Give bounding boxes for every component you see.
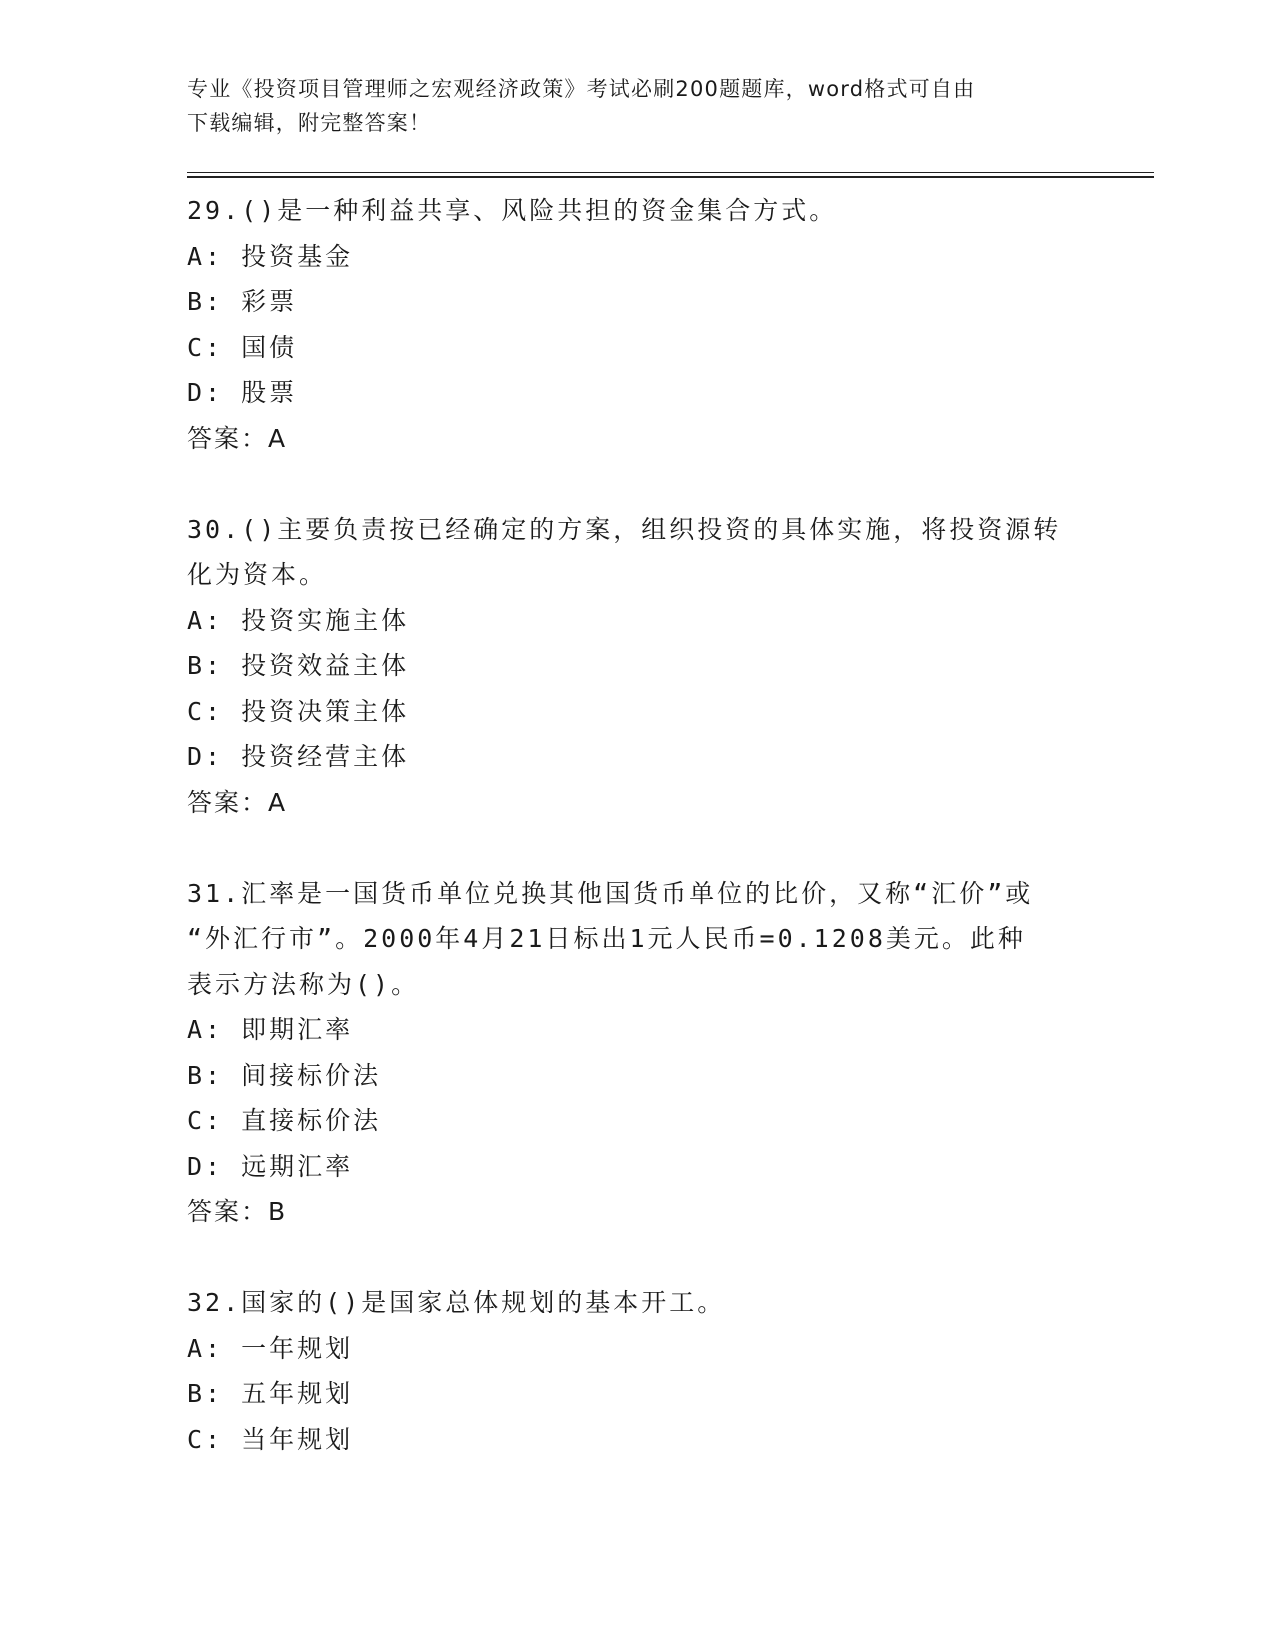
option-c: C: 国债 bbox=[187, 332, 298, 362]
option-b: B: 间接标价法 bbox=[187, 1060, 382, 1090]
option-c: C: 投资决策主体 bbox=[187, 696, 410, 726]
option-b: B: 彩票 bbox=[187, 287, 298, 316]
question-stem-continued: 化为资本。 bbox=[187, 560, 328, 589]
option-d: D: 远期汇率 bbox=[187, 1151, 354, 1181]
answer-line: 答案：B bbox=[187, 1197, 288, 1226]
option-d: D: 投资经营主体 bbox=[187, 742, 410, 771]
document-header bbox=[187, 72, 1067, 140]
question-stem-continued: “外汇行市”。2000年4月21日标出1元人民币=0.1208美元。此种 bbox=[187, 924, 1026, 953]
header-line-2: 下载编辑，附完整答案！ bbox=[187, 111, 432, 135]
question-block bbox=[187, 188, 1087, 461]
option-c: C: 当年规划 bbox=[187, 1424, 354, 1454]
option-c: C: 直接标价法 bbox=[187, 1106, 382, 1135]
question-stem: 32.国家的()是国家总体规划的基本开工。 bbox=[187, 1288, 726, 1317]
header-line-1: 专业《投资项目管理师之宏观经济政策》考试必刷200题题库，word格式可自由 bbox=[187, 77, 976, 101]
header-divider-thin bbox=[187, 172, 1154, 173]
option-a: A: 一年规划 bbox=[187, 1333, 354, 1363]
answer-line: 答案：A bbox=[187, 787, 288, 817]
option-a: A: 即期汇率 bbox=[187, 1015, 354, 1044]
question-stem-continued: 表示方法称为()。 bbox=[187, 969, 420, 999]
option-b: B: 五年规划 bbox=[187, 1379, 354, 1408]
header-divider-thick bbox=[187, 176, 1154, 178]
question-stem: 31.汇率是一国货币单位兑换其他国货币单位的比价，又称“汇价”或 bbox=[187, 878, 1034, 908]
option-a: A: 投资基金 bbox=[187, 241, 354, 271]
question-block bbox=[187, 1280, 1087, 1462]
question-list bbox=[187, 188, 1087, 1462]
question-stem: 29.()是一种利益共享、风险共担的资金集合方式。 bbox=[187, 196, 838, 225]
question-block bbox=[187, 871, 1087, 1235]
question-stem: 30.()主要负责按已经确定的方案，组织投资的具体实施，将投资源转 bbox=[187, 514, 1062, 544]
option-a: A: 投资实施主体 bbox=[187, 605, 410, 635]
option-d: D: 股票 bbox=[187, 378, 298, 407]
question-block bbox=[187, 507, 1087, 826]
option-b: B: 投资效益主体 bbox=[187, 651, 410, 680]
answer-line: 答案：A bbox=[187, 423, 288, 453]
